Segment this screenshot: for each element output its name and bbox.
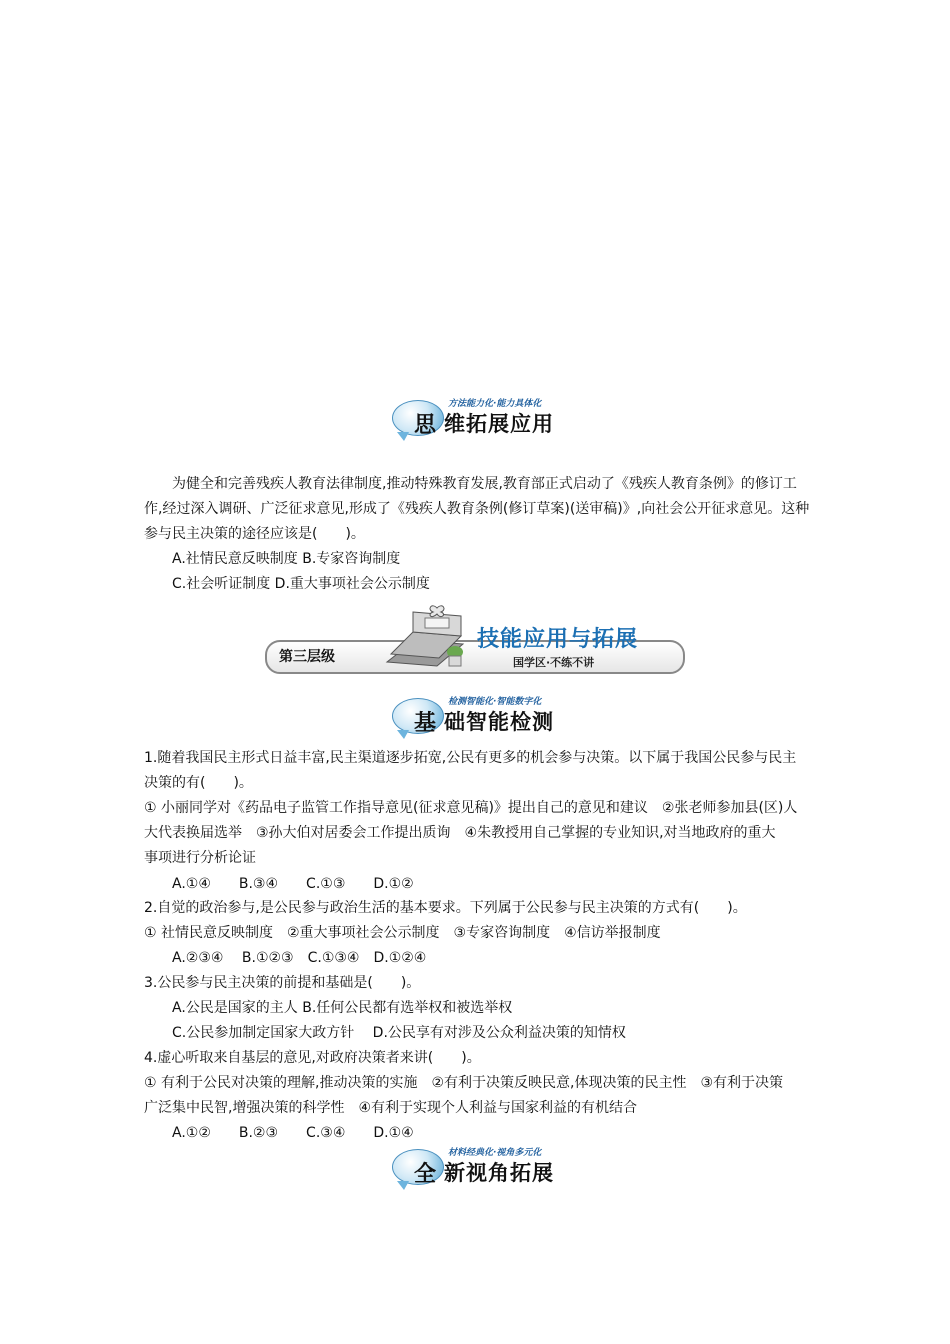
q1-item-line3: 事项进行分析论证: [144, 850, 256, 866]
q1-options: A.①④ B.③④ C.①③ D.①②: [172, 876, 414, 892]
q4-item-line2: 广泛集中民智,增强决策的科学性 ④有利于实现个人利益与国家利益的有机结合: [144, 1100, 637, 1116]
section-initial: 思: [414, 413, 437, 438]
section-subtitle: 材料经典化·视角多元化: [448, 1148, 542, 1158]
thinking-question-line1: 为健全和完善残疾人教育法律制度,推动特殊教育发展,教育部正式启动了《残疾人教育条例》的修订工: [172, 476, 797, 492]
q4-options: A.①② B.②③ C.③④ D.①④: [172, 1125, 414, 1141]
q1-item-line1: ① 小丽同学对《药品电子监管工作指导意见(征求意见稿)》提出自己的意见和建议 ②张老师参加县(区)人: [144, 800, 798, 816]
section-subtitle: 检测智能化·智能数字化: [448, 697, 542, 707]
section-title: 础智能检测: [444, 710, 554, 734]
section-initial: 全: [414, 1162, 437, 1187]
q3-options-ab: A.公民是国家的主人 B.任何公民都有选举权和被选举权: [172, 1000, 513, 1016]
q2-items: ① 社情民意反映制度 ②重大事项社会公示制度 ③专家咨询制度 ④信访举报制度: [144, 925, 661, 941]
section-heading-basic: [392, 694, 582, 738]
thinking-options-cd: C.社会听证制度 D.重大事项社会公示制度: [172, 576, 430, 592]
q3-stem: 3.公民参与民主决策的前提和基础是( )。: [144, 975, 421, 991]
section-title: 维拓展应用: [444, 412, 554, 436]
section-title: 新视角拓展: [444, 1161, 554, 1185]
section-heading-newview: [392, 1145, 582, 1189]
section-subtitle: 方法能力化·能力具体化: [448, 399, 542, 409]
q2-options: A.②③④ B.①②③ C.①③④ D.①②④: [172, 950, 427, 966]
level-banner: [265, 596, 685, 686]
level-label: 第三层级: [279, 649, 335, 665]
q2-stem: 2.自觉的政治参与,是公民参与政治生活的基本要求。下列属于公民参与民主决策的方式有( )。: [144, 900, 747, 916]
thinking-question-line3: 参与民主决策的途径应该是( )。: [144, 526, 365, 542]
level-banner-subtitle: 国学区·不练不讲: [513, 656, 595, 669]
level-banner-title: 技能应用与拓展: [477, 627, 639, 652]
q4-item-line1: ① 有利于公民对决策的理解,推动决策的实施 ②有利于决策反映民意,体现决策的民主性 ③有利于决策: [144, 1075, 784, 1091]
section-heading-thinking: [392, 396, 582, 440]
book-butterfly-icon: [377, 604, 469, 668]
q3-options-cd: C.公民参加制定国家大政方针 D.公民享有对涉及公众利益决策的知情权: [172, 1025, 626, 1041]
thinking-question-line2: 作,经过深入调研、广泛征求意见,形成了《残疾人教育条例(修订草案)(送审稿)》,向社会公开征求意见。这种: [144, 501, 810, 517]
q1-item-line2: 大代表换届选举 ③孙大伯对居委会工作提出质询 ④朱教授用自己掌握的专业知识,对当地政府的重大: [144, 825, 776, 841]
q1-stem-line1: 1.随着我国民主形式日益丰富,民主渠道逐步拓宽,公民有更多的机会参与决策。以下属于我国公民参与民主: [144, 750, 797, 766]
q4-stem: 4.虚心听取来自基层的意见,对政府决策者来讲( )。: [144, 1050, 481, 1066]
thinking-options-ab: A.社情民意反映制度 B.专家咨询制度: [172, 551, 401, 567]
section-initial: 基: [414, 711, 437, 736]
q1-stem-line2: 决策的有( )。: [144, 775, 253, 791]
